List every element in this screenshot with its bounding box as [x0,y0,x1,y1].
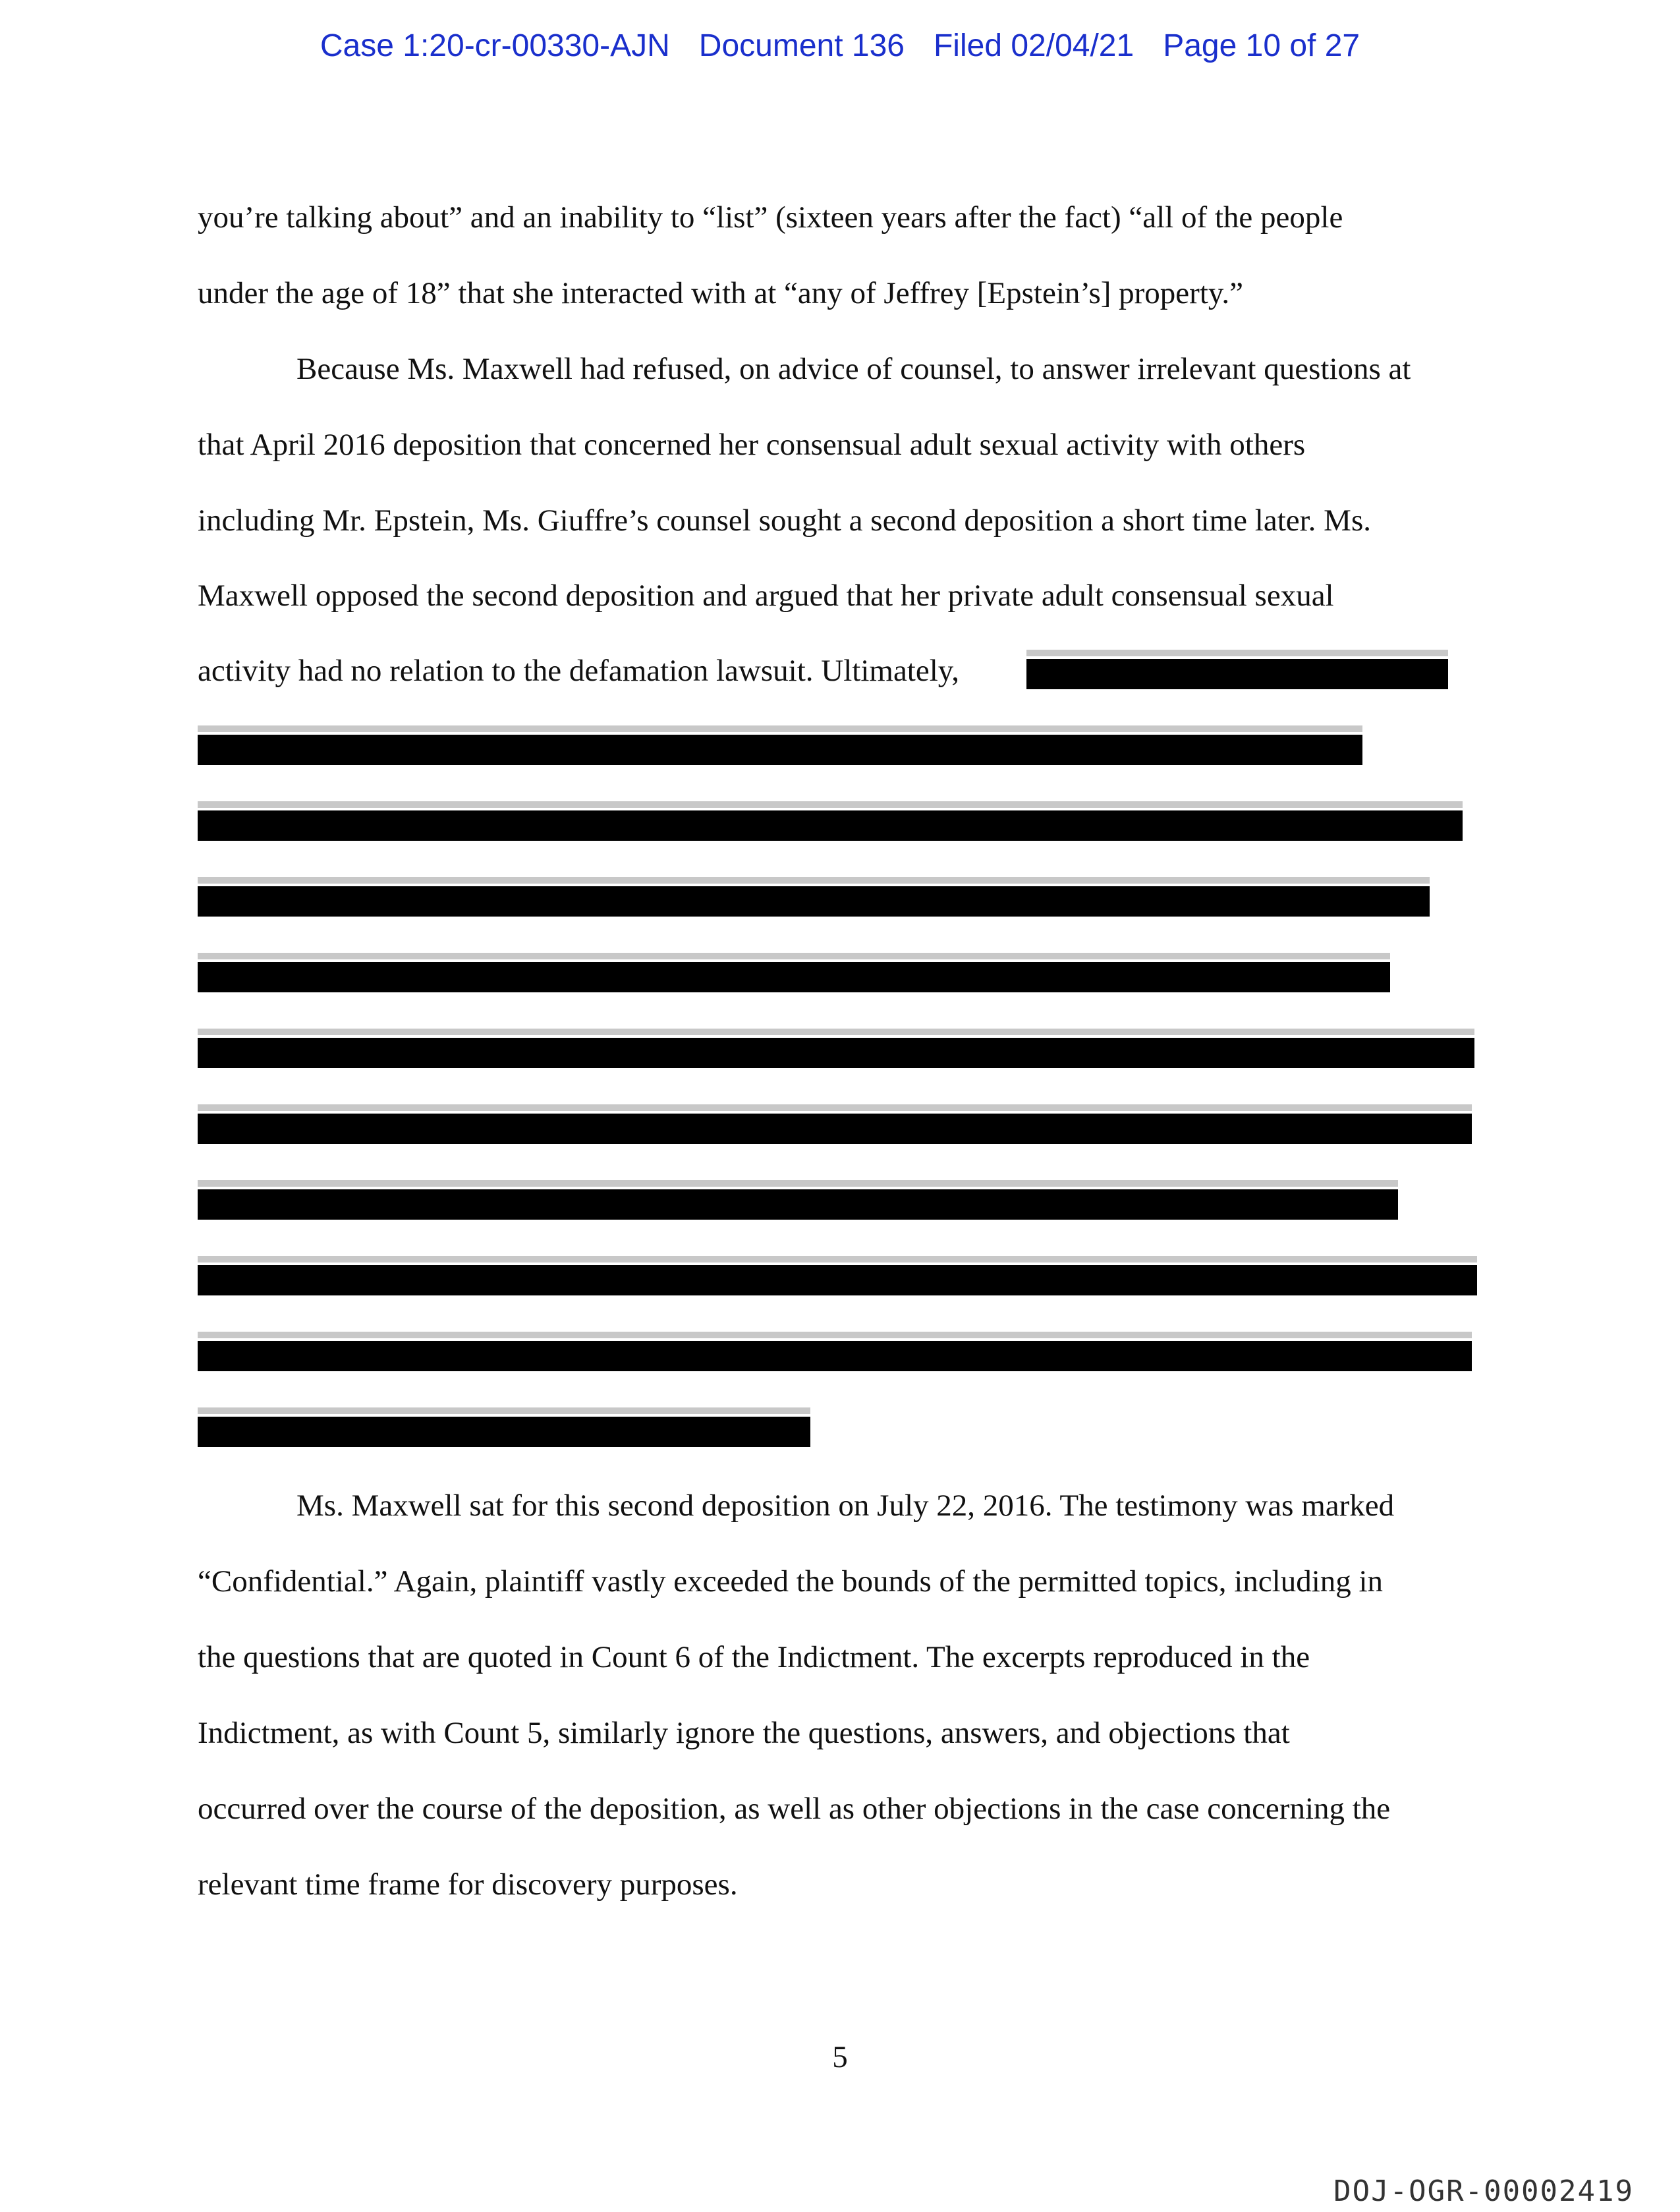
text-line: that April 2016 deposition that concerned her consensual adult sexual activity with others [198,428,1306,462]
bates-number: DOJ-OGR-00002419 [1333,2174,1634,2208]
text-line: the questions that are quoted in Count 6 of the Indictment. The excerpts reproduced in the [198,1640,1310,1674]
text-line: occurred over the course of the deposition, as well as other objections in the case concerning the [198,1792,1391,1826]
redaction-block [198,886,1430,917]
text-line: relevant time frame for discovery purposes. [198,1867,738,1902]
redaction-block [198,1189,1398,1220]
text-line: under the age of 18” that she interacted with at “any of Jeffrey [Epstein’s] property.” [198,276,1243,310]
text-line: including Mr. Epstein, Ms. Giuffre’s counsel sought a second deposition a short time later. Ms. [198,503,1371,538]
text-line: “Confidential.” Again, plaintiff vastly exceeded the bounds of the permitted topics, including in [198,1564,1384,1599]
text-line: Ms. Maxwell sat for this second deposition on July 22, 2016. The testimony was marked [296,1489,1395,1523]
text-line: activity had no relation to the defamation lawsuit. Ultimately, [198,654,959,688]
document-number: Document 136 [698,28,905,63]
page-number: 5 [832,2040,848,2074]
case-number: Case 1:20-cr-00330-AJN [320,28,670,63]
redaction-block [198,1341,1472,1371]
page-count: Page 10 of 27 [1163,28,1360,63]
text-line: Because Ms. Maxwell had refused, on advice of counsel, to answer irrelevant questions at [296,352,1411,386]
redaction-block [198,1417,810,1447]
filed-date: Filed 02/04/21 [933,28,1134,63]
redaction-block [198,735,1362,765]
redaction-block [1026,659,1448,689]
redaction-block [198,1114,1472,1144]
text-line: Indictment, as with Count 5, similarly ignore the questions, answers, and objections that [198,1716,1290,1750]
text-line: Maxwell opposed the second deposition and argued that her private adult consensual sexual [198,579,1334,613]
redaction-block [198,1265,1477,1295]
redaction-block [198,810,1463,841]
text-line: you’re talking about” and an inability to “list” (sixteen years after the fact) “all of the people [198,200,1343,235]
redaction-block [198,962,1390,992]
redaction-block [198,1038,1474,1068]
ecf-header [0,28,1680,64]
